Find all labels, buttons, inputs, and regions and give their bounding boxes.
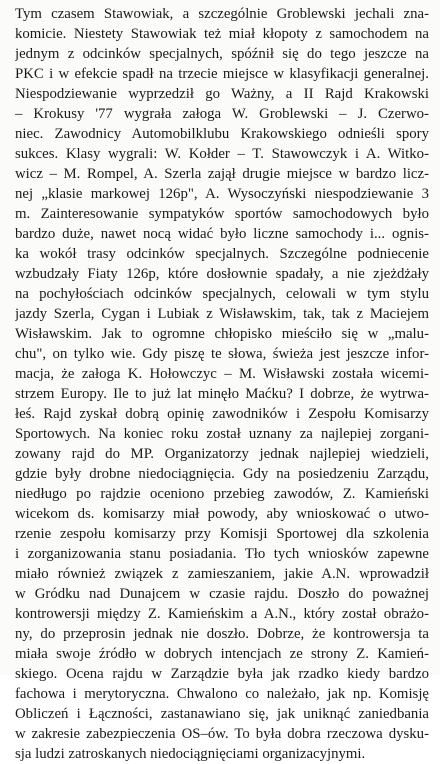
text-line: strzem Europy. Ile to już lat minęło Maćku? I dobrze, że wytrwa-	[15, 386, 429, 402]
text-line: Niespodziewanie wyprzedził go Ważny, a II Rajd Krakowski	[15, 86, 429, 102]
body-text	[15, 4, 429, 764]
text-line: miało również związek z zamieszaniem, jakie A.N. wprowadził	[15, 566, 429, 582]
text-line: – Krokusy '77 wygrała załoga W. Groblewski – J. Czerwo-	[15, 106, 429, 122]
text-line: PKC i w efekcie spadł na trzecie miejsce w klasyfikacji generalnej.	[15, 66, 429, 82]
text-line: niedługo po rajdzie oceniono przebieg zawodów, Z. Kamieński	[15, 486, 429, 502]
text-line: łeś. Rajd zyskał dobrą opinię zawodników i Zespołu Komisarzy	[15, 406, 429, 422]
text-line: fachowa i merytoryczna. Chwalono co należało, jak np. Komisję	[15, 686, 429, 702]
text-line: sukces. Klasy wygrali: W. Kołder – T. Stawowczyk i A. Witko-	[15, 146, 429, 162]
text-line: gdzie były drobne niedociągnięcia. Gdy na posiedzeniu Zarządu,	[15, 466, 429, 482]
text-line: komicie. Niestety Stawowiak też miał kłopoty z samochodem na	[15, 26, 429, 42]
text-line: rzenie zespołu komisarzy przy Komisji Sportowej dla szkolenia	[15, 526, 429, 542]
text-line: chu", on tylko wie. Gdy piszę te słowa, świeża jest jeszcze infor-	[15, 346, 429, 362]
text-line: kontrowersji między Z. Kamieńskim a A.N., który został obrażo-	[15, 606, 429, 622]
text-line: wicekom ds. komisarzy miał powody, aby wnioskować o utwo-	[15, 506, 429, 522]
text-line: w Gródku nad Dunajcem w czasie rajdu. Doszło do poważnej	[15, 586, 429, 602]
text-line: m. Zainteresowanie sympatyków sportów samochodowych było	[15, 206, 429, 222]
text-line: sja ludzi zatroskanych niedociągnięciami organizacyjnymi.	[15, 746, 366, 762]
text-line: niec. Zawodnicy Automobilklubu Krakowskiego odnieśli spory	[15, 126, 429, 142]
text-line: wicz – M. Rompel, A. Szerla zajął drugie miejsce w bardzo licz-	[15, 166, 429, 182]
text-line: zowany rajd do MP. Organizatorzy jednak najlepiej wiedzieli,	[15, 446, 429, 462]
text-line: bardzo duże, nawet nocą widać było liczne samochody i... ognis-	[15, 226, 429, 242]
text-line: jazdy Szerla, Cygan i Lubiak z Wisławskim, tak, tak z Maciejem	[15, 306, 429, 322]
text-line: i zorganizowania stanu posiadania. Tło tych wniosków zapewne	[15, 546, 429, 562]
text-line: ka wokół trasy odcinków specjalnych. Szczególne podniecenie	[15, 246, 429, 262]
text-line: wzbudzały Fiaty 126p, które dosłownie spadały, a nie zjeżdżały	[15, 266, 429, 282]
text-line: Obliczeń i Łączności, zastanawiano się, jak uniknąć zaniedbania	[15, 706, 429, 722]
text-line: skiego. Ocena rajdu w Zarządzie była jak rzadko kiedy bardzo	[15, 666, 429, 682]
text-line: Sportowych. Na koniec roku został uznany za najlepiej zorgani-	[15, 426, 429, 442]
text-line: na pochyłościach odcinków specjalnych, celowali w tym stylu	[15, 286, 429, 302]
text-line: Wisławskim. Jak to ogromne chłopisko mieściło się w „malu-	[15, 326, 429, 342]
text-line: miała swoje źródło w dobrych intencjach ze strony Z. Kamień-	[15, 646, 429, 662]
text-line: ny, do przeprosin jednak nie doszło. Dobrze, że kontrowersja ta	[15, 626, 429, 642]
text-line: jednym z odcinków specjalnych, spóźnił się do tego jeszcze na	[15, 46, 429, 62]
text-line: macja, że załoga K. Hołowczyc – M. Wisławski została wicemi-	[15, 366, 429, 382]
text-line: w zakresie zabezpieczenia OS–ów. To była dobra rzeczowa dysku-	[15, 726, 429, 742]
text-line: Tym czasem Stawowiak, a szczególnie Groblewski jechali zna-	[15, 6, 429, 22]
text-line: nej „klasie markowej 126p", A. Wysoczyński niespodziewanie 3	[15, 186, 429, 202]
